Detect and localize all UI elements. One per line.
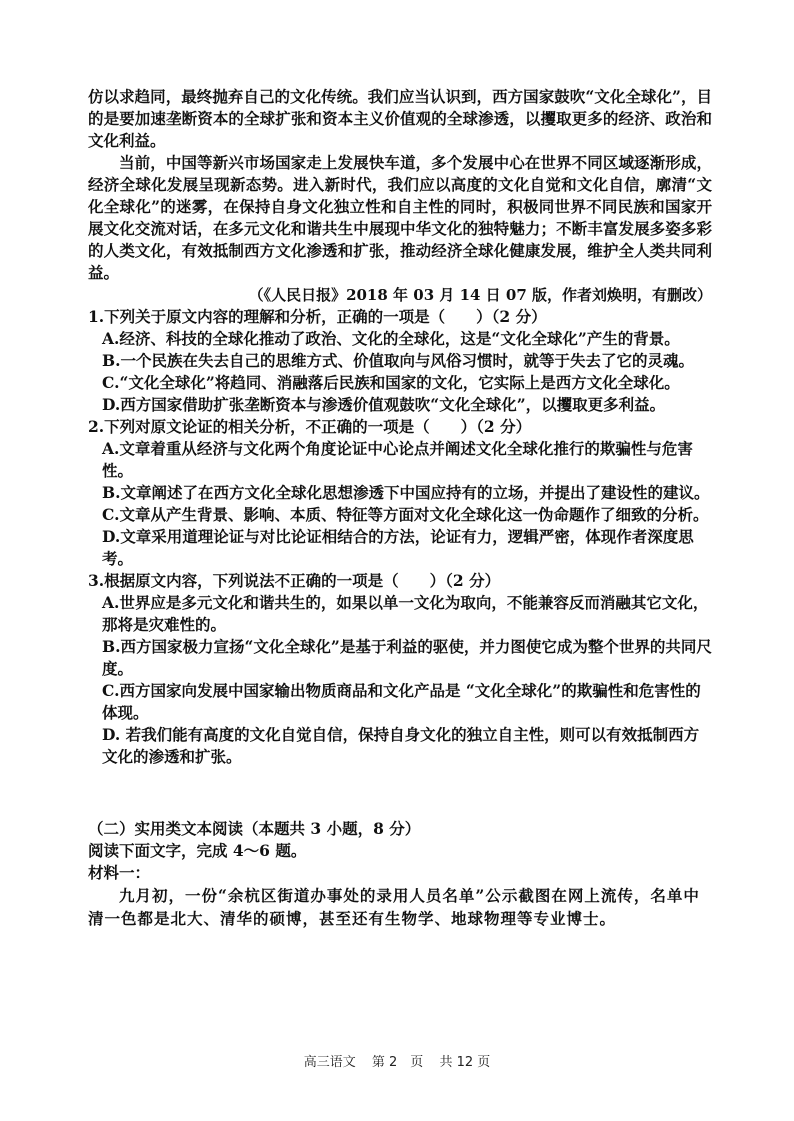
option-a: A.经济、科技的全球化推动了政治、文化的全球化，这是“文化全球化”产生的背景。 (102, 329, 680, 348)
question-stem: 2.下列对原文论证的相关分析，不正确的一项是（ ）（2 分） (88, 417, 532, 436)
question-2 (88, 416, 712, 570)
option-d: D.西方国家借助扩张垄断资本与渗透价值观鼓吹“文化全球化”，以攫取更多利益。 (102, 395, 666, 414)
footer-total-pages: 共 12 页 (439, 1055, 491, 1070)
option-c: C.“文化全球化”将趋同、消融落后民族和国家的文化，它实际上是西方文化全球化。 (102, 373, 680, 392)
option-d: D.文章采用道理论证与对比论证相结合的方法，论证有力，逻辑严密，体现作者深度思考。 (102, 527, 694, 568)
option-a: A.世界应是多元文化和谐共生的，如果以单一文化为取向，不能兼容反而消融其它文化，那将是灾难性的。 (102, 593, 709, 634)
option-b: B.文章阐述了在西方文化全球化思想渗透下中国应持有的立场，并提出了建设性的建议。 (102, 483, 710, 502)
passage-paragraph-1: 仿以求趋同，最终抛弃自己的文化传统。我们应当认识到，西方国家鼓吹“文化全球化”，目的是要加速垄断资本的全球扩张和资本主义价值观的全球渗透，以攫取更多的经济、政治和文化利益。 (88, 87, 712, 150)
document-body (88, 86, 712, 930)
footer-subject: 高三语文 (303, 1055, 356, 1070)
section-heading: （二）实用类文本阅读（本题共 3 小题，8 分） (88, 819, 421, 838)
footer-page-number: 第 2 页 (371, 1055, 424, 1070)
option-c: C.文章从产生背景、影响、本质、特征等方面对文化全球化这一伪命题作了细致的分析。 (102, 505, 709, 524)
material-label: 材料一： (88, 863, 151, 882)
material-text: 九月初，一份“余杭区街道办事处的录用人员名单”公示截图在网上流传，名单中清一色都是北大、清华的硕博，甚至还有生物学、地球物理等专业博士。 (88, 886, 700, 928)
option-a: A.文章着重从经济与文化两个角度论证中心论点并阐述文化全球化推行的欺骗性与危害性。 (102, 439, 693, 480)
passage-paragraph-2: 当前，中国等新兴市场国家走上发展快车道，多个发展中心在世界不同区域逐渐形成，经济全球化发展呈现新态势。进入新时代，我们应以高度的文化自觉和文化自信，廓清“文化全球化”的迷雾，在保持自身文化独立性和自主性的同时，积极同世界不同民族和国家开展文化交流对话，在多元文化和谐共生中展现中华文化的独特魅力；不断丰富发展多姿多彩的人类文化，有效抵制西方文化渗透和扩张，推动经济全球化健康发展，维护全人类共同利益。 (88, 153, 712, 282)
option-d: D. 若我们能有高度的文化自觉自信，保持自身文化的独立自主性，则可以有效抵制西方文化的渗透和扩张。 (102, 725, 700, 766)
page-footer (0, 1051, 794, 1070)
option-b: B.一个民族在失去自己的思维方式、价值取向与风俗习惯时，就等于失去了它的灵魂。 (102, 351, 694, 370)
option-b: B.西方国家极力宣扬“文化全球化”是基于利益的驱使，并力图使它成为整个世界的共同尺度。 (102, 637, 712, 678)
passage-source: （《人民日报》2018 年 03 月 14 日 07 版，作者刘焕明，有删改） (248, 286, 712, 304)
question-stem: 1.下列关于原文内容的理解和分析，正确的一项是（ ）（2 分） (88, 307, 547, 326)
section-instruction: 阅读下面文字，完成 4～6 题。 (88, 841, 307, 860)
option-c: C.西方国家向发展中国家输出物质商品和文化产品是 “文化全球化”的欺骗性和危害性的体现。 (102, 681, 701, 722)
question-3 (88, 570, 712, 768)
question-stem: 3.根据原文内容，下列说法不正确的一项是（ ）（2 分） (88, 571, 501, 590)
question-1 (88, 306, 712, 416)
